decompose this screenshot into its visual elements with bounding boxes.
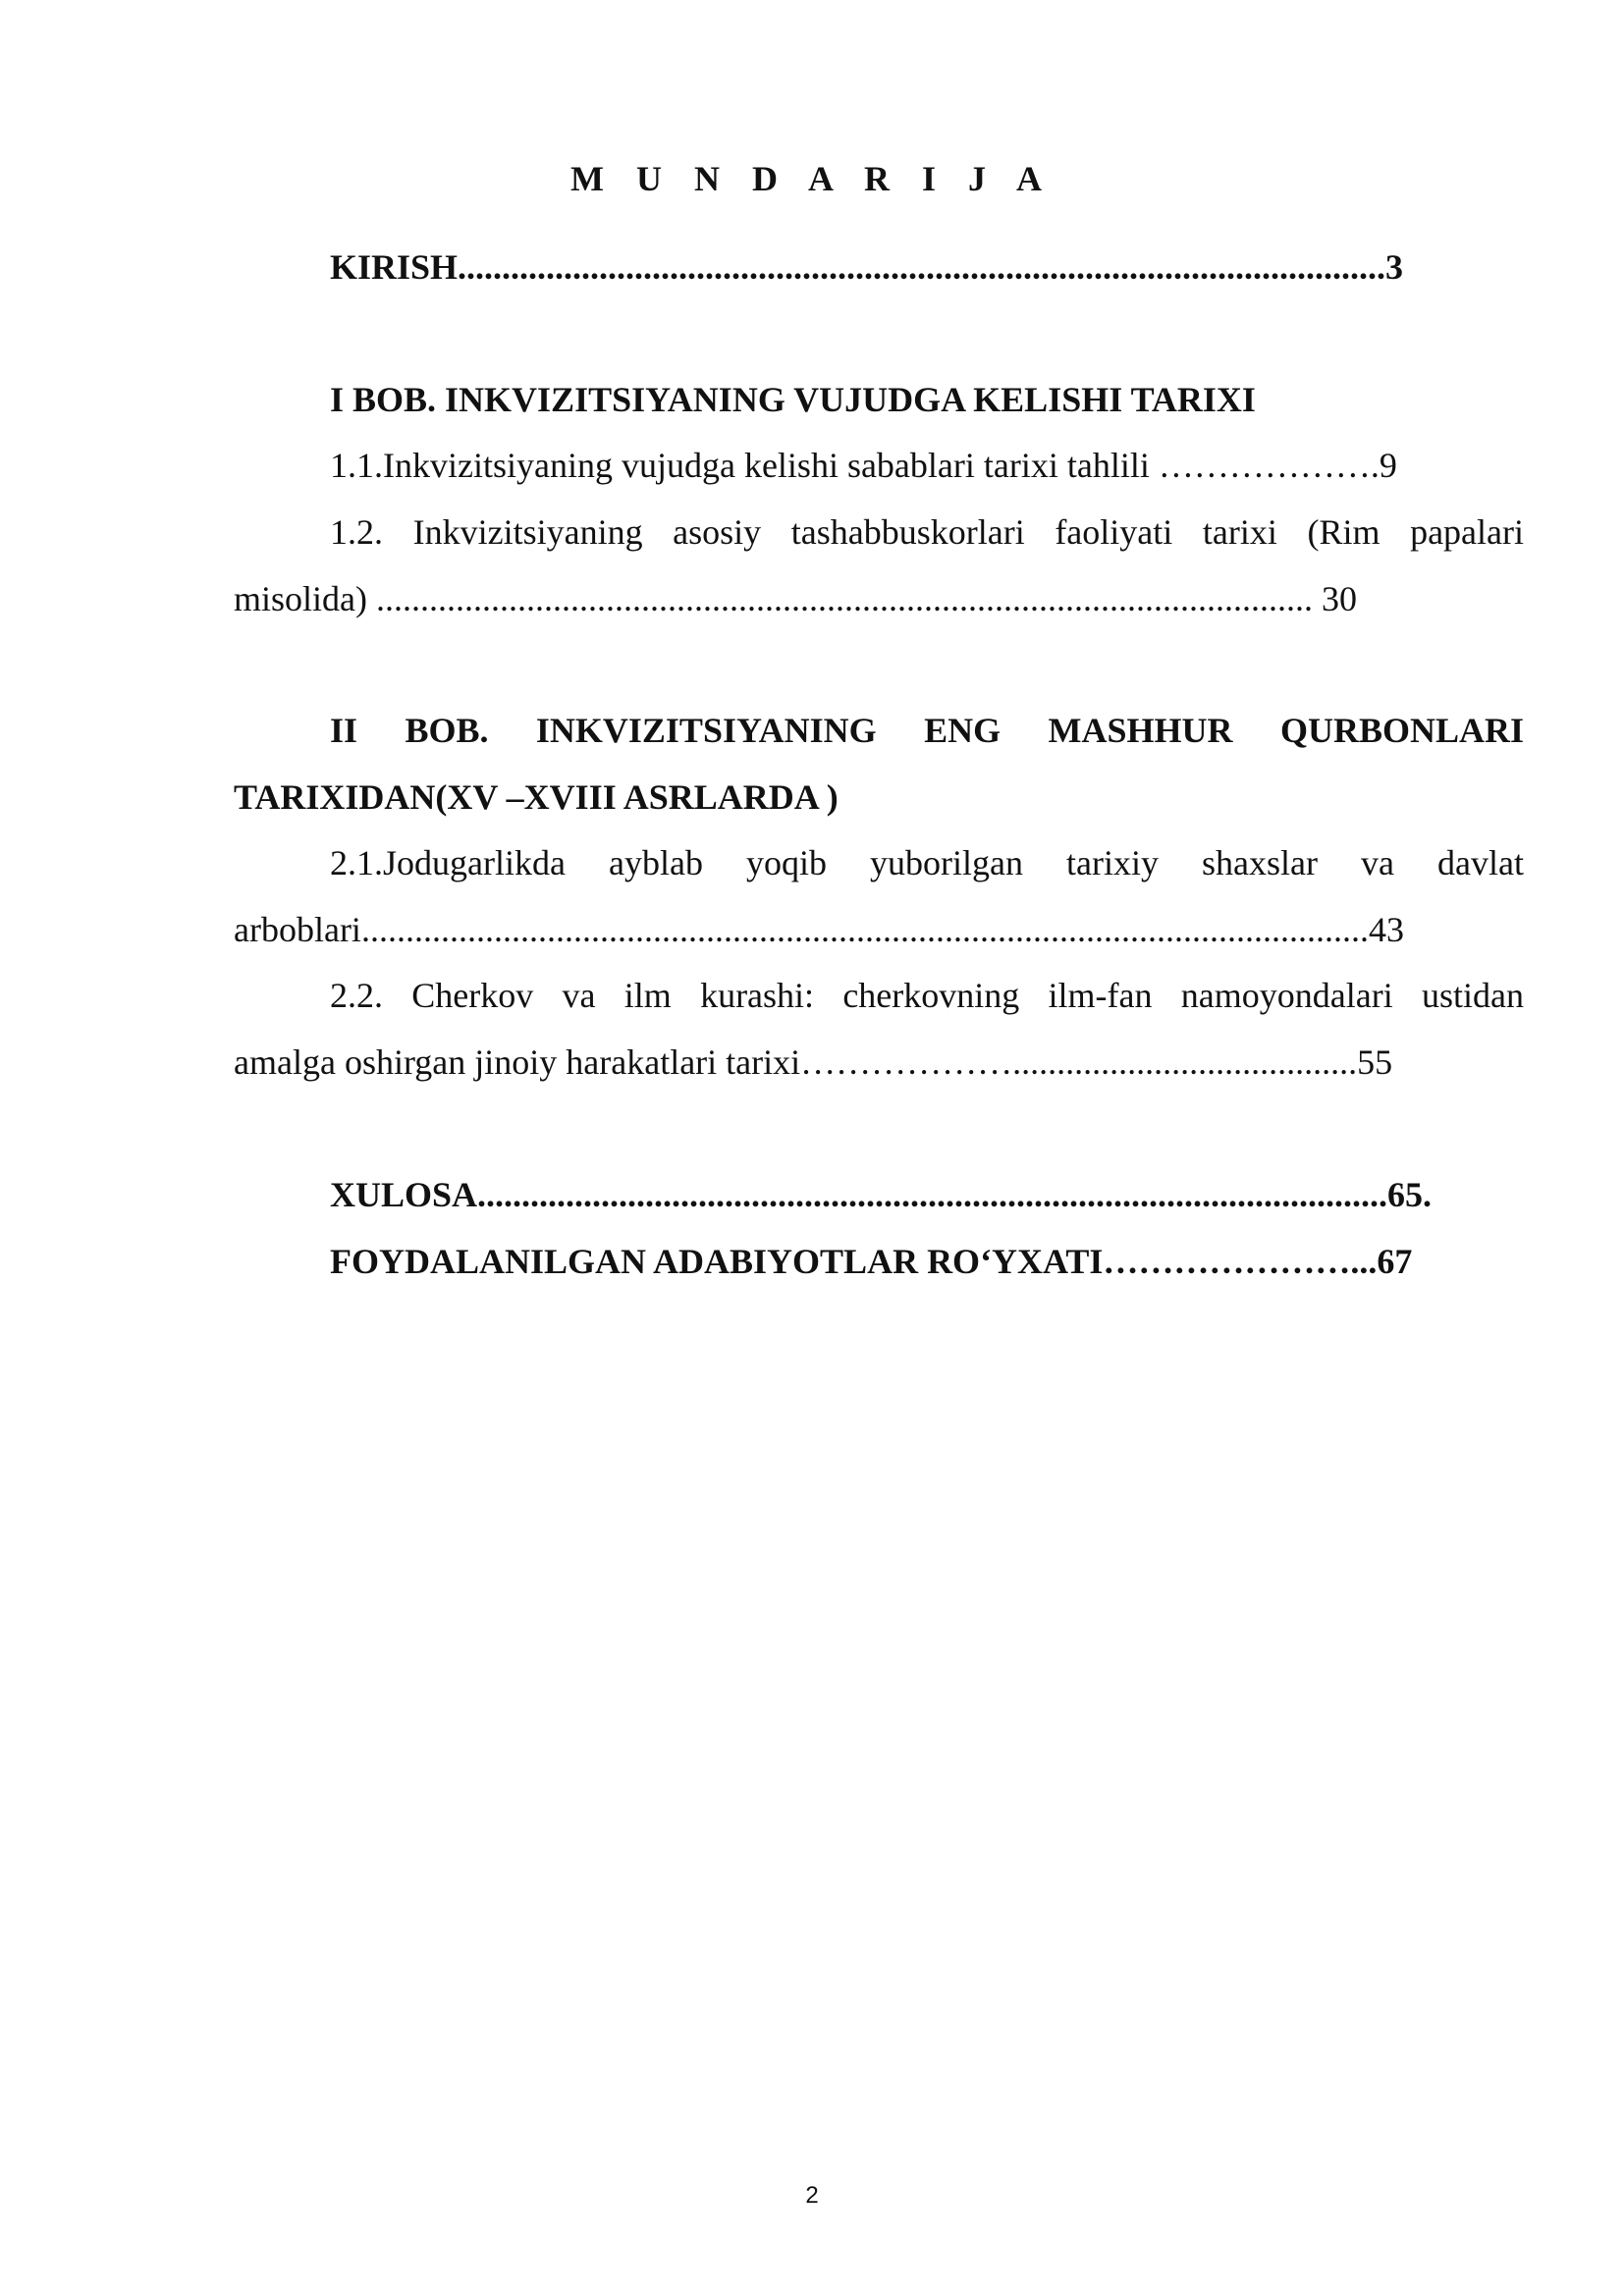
toc-entry-kirish: KIRISH.........................................................................................................3 [330,247,1404,287]
toc-entry-1-2-line2: misolida) .......................................................................................................... 30 [234,579,1357,618]
page-number: 2 [805,2182,819,2209]
toc-chapter-2-title-line2: TARIXIDAN(XV –XVIII ASRLARDA ) [234,777,839,817]
toc-entry-2-2-line2: amalga oshirgan jinoiy harakatlari tarixi……………….......................................55 [234,1042,1393,1082]
toc-entry-xulosa: XULOSA.......................................................................................................65. [330,1175,1433,1214]
toc-chapter-2-title-line1: II BOB. INKVIZITSIYANING ENG MASHHUR QURBONLARI [330,711,1524,750]
toc-entry-2-2-line1: 2.2. Cherkov va ilm kurashi: cherkovning ilm-fan namoyondalari ustidan [330,976,1524,1015]
toc-entry-1-1: 1.1.Inkvizitsiyaning vujudga kelishi sabablari tarixi tahlili ……………….9 [330,446,1397,485]
toc-entry-1-2-line1: 1.2. Inkvizitsiyaning asosiy tashabbuskorlari faoliyati tarixi (Rim papalari [330,512,1524,552]
toc-entry-2-1-line1: 2.1.Jodugarlikda ayblab yoqib yuborilgan tarixiy shaxslar va davlat [330,843,1524,882]
toc-entry-2-1-line2: arboblari..................................................................................................................43 [234,910,1404,949]
toc-chapter-1-title: I BOB. INKVIZITSIYANING VUJUDGA KELISHI TARIXI [330,380,1256,419]
page-title: M U N D A R I J A [569,159,1055,198]
toc-entry-adabiyotlar: FOYDALANILGAN ADABIYOTLAR RO‘YXATI…………………...67 [330,1242,1413,1281]
